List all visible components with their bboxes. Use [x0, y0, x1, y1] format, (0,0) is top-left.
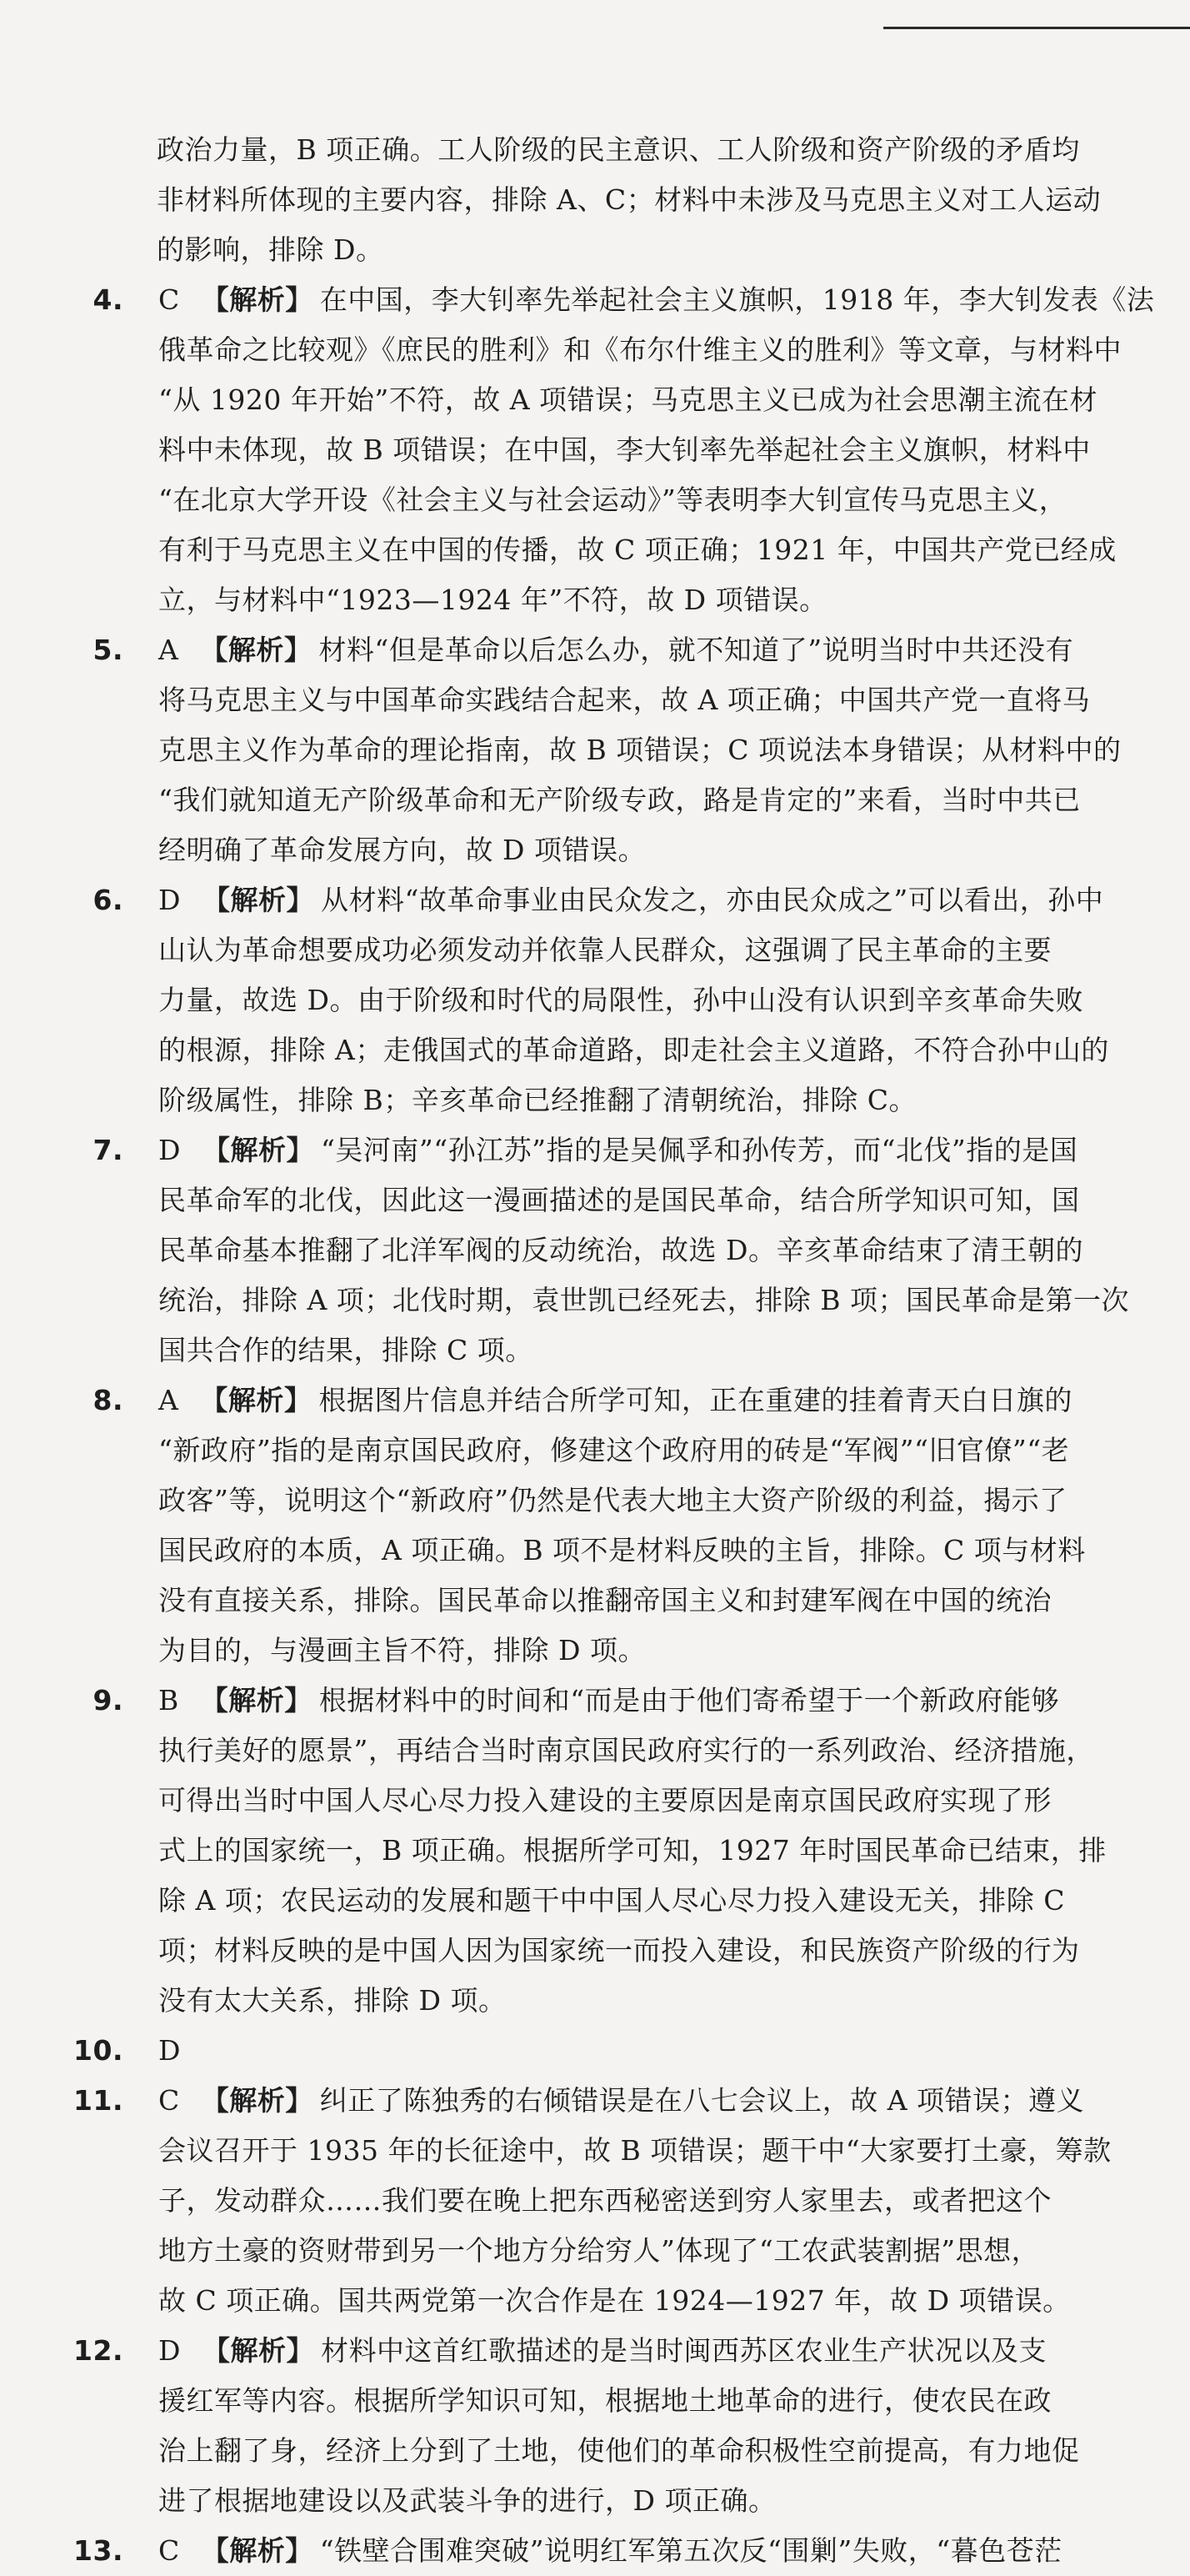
explanation-line: 治上翻了身，经济上分到了土地，使他们的革命积极性空前提高，有力地促	[158, 2434, 1080, 2467]
answer-choice: B	[158, 1684, 179, 1716]
explanation-line: 将马克思主义与中国革命实践结合起来，故 A 项正确；中国共产党一直将马	[158, 684, 1091, 716]
question-number: 5.	[92, 634, 123, 666]
answer-choice: A	[158, 1384, 179, 1416]
explanation-line: 进了根据地建设以及武装斗争的进行，D 项正确。	[158, 2484, 777, 2517]
explanation-line: 料中未体现，故 B 项错误；在中国，李大钊率先举起社会主义旗帜，材料中	[158, 434, 1091, 466]
explanation-line: “吴河南”“孙江苏”指的是吴佩孚和孙传芳，而“北伐”指的是国	[320, 1134, 1078, 1166]
explanation-line: 援红军等内容。根据所学知识可知，根据地土地革命的进行，使农民在政	[158, 2384, 1052, 2417]
explanation-line: 克思主义作为革命的理论指南，故 B 项错误；C 项说法本身错误；从材料中的	[158, 734, 1122, 766]
explanation-line: 纠正了陈独秀的右倾错误是在八七会议上，故 A 项错误；遵义	[319, 2084, 1085, 2117]
explanation-line: 故 C 项正确。国共两党第一次合作是在 1924—1927 年，故 D 项错误。	[158, 2284, 1071, 2317]
explanation-line: “从 1920 年开始”不符，故 A 项错误；马克思主义已成为社会思潮主流在材	[158, 383, 1098, 416]
explanation-line: 的根源，排除 A；走俄国式的革命道路，即走社会主义道路，不符合孙中山的	[158, 1034, 1109, 1066]
question-number: 10.	[73, 2034, 123, 2067]
explanation-line: 从材料“故革命事业由民众发之，亦由民众成之”可以看出，孙中	[320, 884, 1104, 916]
explanation-line: 国共合作的结果，排除 C 项。	[158, 1334, 533, 1366]
analysis-tag: 【解析】	[201, 2534, 313, 2567]
answer-item	[0, 2326, 1190, 2526]
explanation-line: 可得出当时中国人尽心尽力投入建设的主要原因是南京国民政府实现了形	[158, 1784, 1052, 1817]
answer-list	[0, 275, 1190, 2576]
explanation-line: 执行美好的愿景”，再结合当时南京国民政府实行的一系列政治、经济措施，	[158, 1734, 1094, 1767]
explanation-line: 根据图片信息并结合所学可知，正在重建的挂着青天白日旗的	[318, 1384, 1072, 1416]
explanation-line: 民革命基本推翻了北洋军阀的反动统治，故选 D。辛亥革命结束了清王朝的	[158, 1234, 1083, 1266]
question-number: 9.	[92, 1684, 123, 1716]
analysis-tag: 【解析】	[200, 1384, 312, 1416]
answer-item	[0, 1676, 1190, 2026]
analysis-tag: 【解析】	[202, 1134, 314, 1166]
intro-line: 政治力量，B 项正确。工人阶级的民主意识、工人阶级和资产阶级的矛盾均	[157, 133, 1080, 166]
explanation-line: 力量，故选 D。由于阶级和时代的局限性，孙中山没有认识到辛亥革命失败	[158, 984, 1083, 1016]
question-number: 4.	[92, 283, 123, 316]
explanation-line: 材料“但是革命以后怎么办，就不知道了”说明当时中共还没有	[318, 634, 1074, 666]
answer-item	[0, 1125, 1190, 1376]
analysis-tag: 【解析】	[200, 634, 312, 666]
explanation-line: 式上的国家统一，B 项正确。根据所学可知，1927 年时国民革命已结束，排	[158, 1834, 1107, 1867]
answer-item	[0, 625, 1190, 875]
explanation-line: 根据材料中的时间和“而是由于他们寄希望于一个新政府能够	[318, 1684, 1060, 1716]
explanation-line: “新政府”指的是南京国民政府，修建这个政府用的砖是“军阀”“旧官僚”“老	[158, 1434, 1070, 1466]
explanation-line: 统治，排除 A 项；北伐时期，袁世凯已经死去，排除 B 项；国民革命是第一次	[158, 1284, 1130, 1316]
explanation-line: 俄革命之比较观》《庶民的胜利》和《布尔什维主义的胜利》等文章，与材料中	[158, 333, 1122, 366]
explanation-line: “铁壁合围难突破”说明红军第五次反“围剿”失败，“暮色苍茫	[319, 2534, 1062, 2567]
question-number: 8.	[92, 1384, 123, 1416]
analysis-tag: 【解析】	[201, 283, 313, 316]
answer-item	[0, 2076, 1190, 2326]
intro-line: 的影响，排除 D。	[157, 233, 384, 266]
answer-item	[0, 2526, 1190, 2576]
answer-choice: D	[158, 1134, 181, 1166]
analysis-tag: 【解析】	[202, 884, 314, 916]
question-number: 13.	[73, 2534, 123, 2567]
analysis-tag: 【解析】	[201, 2084, 313, 2117]
answer-choice: D	[158, 2334, 181, 2367]
explanation-line: 地方土豪的资财带到另一个地方分给穷人”体现了“工农武装割据”思想，	[158, 2234, 1040, 2267]
answer-item	[0, 2026, 1190, 2076]
answer-choice: A	[158, 634, 179, 666]
explanation-line: 会议召开于 1935 年的长征途中，故 B 项错误；题干中“大家要打土豪，筹款	[158, 2134, 1112, 2167]
explanation-line: 材料中这首红歌描述的是当时闽西苏区农业生产状况以及支	[320, 2334, 1047, 2367]
intro-paragraph	[157, 125, 1140, 275]
explanation-line: 没有太大关系，排除 D 项。	[158, 1984, 507, 2017]
answer-item	[0, 275, 1190, 625]
explanation-line: 政客”等，说明这个“新政府”仍然是代表大地主大资产阶级的利益，揭示了	[158, 1484, 1068, 1516]
analysis-tag: 【解析】	[200, 1684, 312, 1716]
answer-item	[0, 1376, 1190, 1676]
question-number: 6.	[92, 884, 123, 916]
explanation-line: 立，与材料中“1923—1924 年”不符，故 D 项错误。	[158, 584, 828, 616]
explanation-line: 除 A 项；农民运动的发展和题干中中国人尽心尽力投入建设无关，排除 C	[158, 1884, 1066, 1917]
explanation-line: 经明确了革命发展方向，故 D 项错误。	[158, 834, 646, 866]
explanation-line: 民革命军的北伐，因此这一漫画描述的是国民革命，结合所学知识可知，国	[158, 1184, 1080, 1216]
explanation-line: 没有直接关系，排除。国民革命以推翻帝国主义和封建军阀在中国的统治	[158, 1584, 1052, 1616]
explanation-line: 有利于马克思主义在中国的传播，故 C 项正确；1921 年，中国共产党已经成	[158, 534, 1117, 566]
answer-choice: D	[158, 884, 181, 916]
explanation-line: 阶级属性，排除 B；辛亥革命已经推翻了清朝统治，排除 C。	[158, 1084, 917, 1116]
answer-choice: D	[158, 2034, 181, 2067]
explanation-line: 子，发动群众……我们要在晚上把东西秘密送到穷人家里去，或者把这个	[158, 2184, 1052, 2217]
answer-choice: C	[158, 283, 180, 316]
explanation-line: 国民政府的本质，A 项正确。B 项不是材料反映的主旨，排除。C 项与材料	[158, 1534, 1086, 1566]
question-number: 7.	[92, 1134, 123, 1166]
top-rule	[883, 27, 1190, 29]
question-number: 12.	[73, 2334, 123, 2367]
explanation-line: 在中国，李大钊率先举起社会主义旗帜，1918 年，李大钊发表《法	[319, 283, 1155, 316]
answer-page	[0, 125, 1190, 2576]
explanation-line: 山认为革命想要成功必须发动并依靠人民群众，这强调了民主革命的主要	[158, 934, 1052, 966]
explanation-line: 项；材料反映的是中国人因为国家统一而投入建设，和民族资产阶级的行为	[158, 1934, 1080, 1967]
analysis-tag: 【解析】	[202, 2334, 314, 2367]
answer-item	[0, 875, 1190, 1125]
question-number: 11.	[73, 2084, 123, 2117]
explanation-line: “在北京大学开设《社会主义与社会运动》”等表明李大钊宣传马克思主义，	[158, 484, 1068, 516]
intro-line: 非材料所体现的主要内容，排除 A、C；材料中未涉及马克思主义对工人运动	[157, 183, 1102, 216]
explanation-line: “我们就知道无产阶级革命和无产阶级专政，路是肯定的”来看，当时中共已	[158, 784, 1081, 816]
explanation-line: 为目的，与漫画主旨不符，排除 D 项。	[158, 1634, 646, 1666]
answer-choice: C	[158, 2534, 180, 2567]
answer-choice: C	[158, 2084, 180, 2117]
